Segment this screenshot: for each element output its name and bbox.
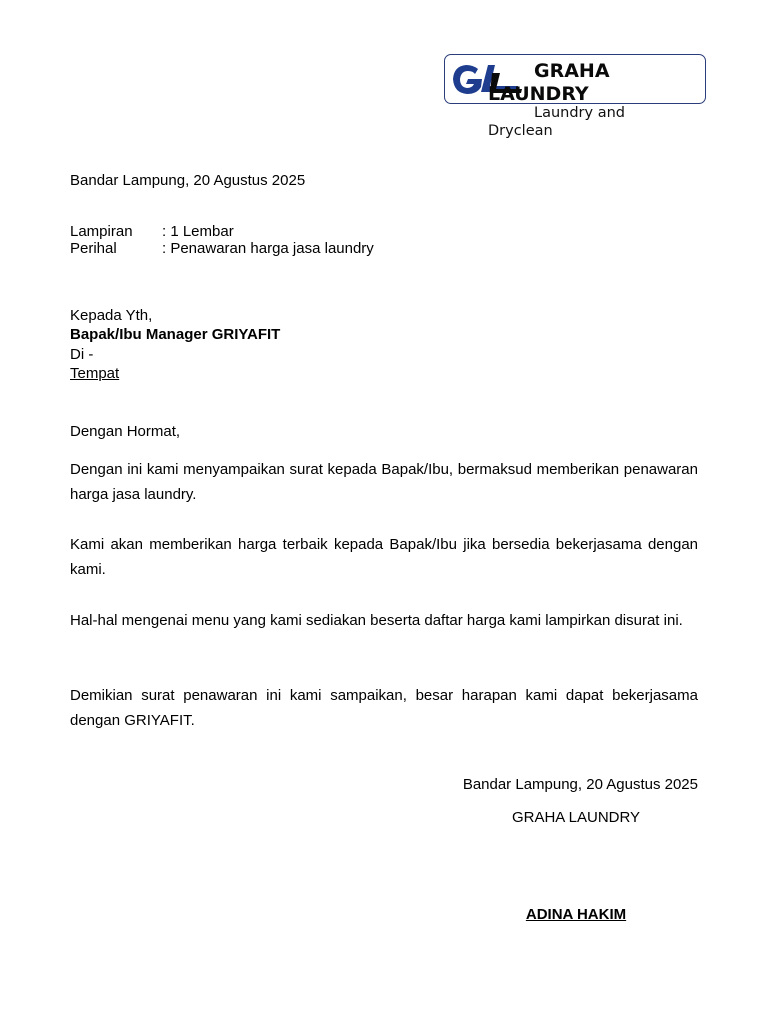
lampiran-row [70,223,234,240]
perihal-row [70,240,374,257]
recipient-di: Di - [70,346,94,363]
lampiran-value: : 1 Lembar [162,223,234,240]
signature-place-date: Bandar Lampung, 20 Agustus 2025 [462,776,698,793]
letter-date: Bandar Lampung, 20 Agustus 2025 [70,172,306,189]
company-tagline: Laundry and Dryclean [488,105,625,139]
company-name: GRAHA LAUNDRY [488,60,610,105]
perihal-value: : Penawaran harga jasa laundry [162,240,374,257]
recipient-kepada: Kepada Yth, [70,307,153,324]
perihal-label: Perihal [70,240,117,257]
salutation: Dengan Hormat, [70,423,181,440]
body-paragraph-1: Dengan ini kami menyampaikan surat kepada Bapak/Ibu, bermaksud memberikan penawaran harga jasa laundry. [70,461,698,503]
recipient-tempat: Tempat [70,365,120,382]
body-paragraph-4: Demikian surat penawaran ini kami sampaikan, besar harapan kami dapat bekerjasama dengan GRIYAFIT. [70,687,698,729]
signature-company: GRAHA LAUNDRY [511,809,641,826]
recipient-name: Bapak/Ibu Manager GRIYAFIT [70,326,281,343]
signature-signer: ADINA HAKIM [525,906,627,923]
body-paragraph-3: Hal-hal mengenai menu yang kami sediakan beserta daftar harga kami lampirkan disurat ini. [70,612,683,629]
lampiran-label: Lampiran [70,223,133,240]
body-paragraph-2: Kami akan memberikan harga terbaik kepada Bapak/Ibu jika bersedia bekerjasama dengan kami. [70,536,698,578]
